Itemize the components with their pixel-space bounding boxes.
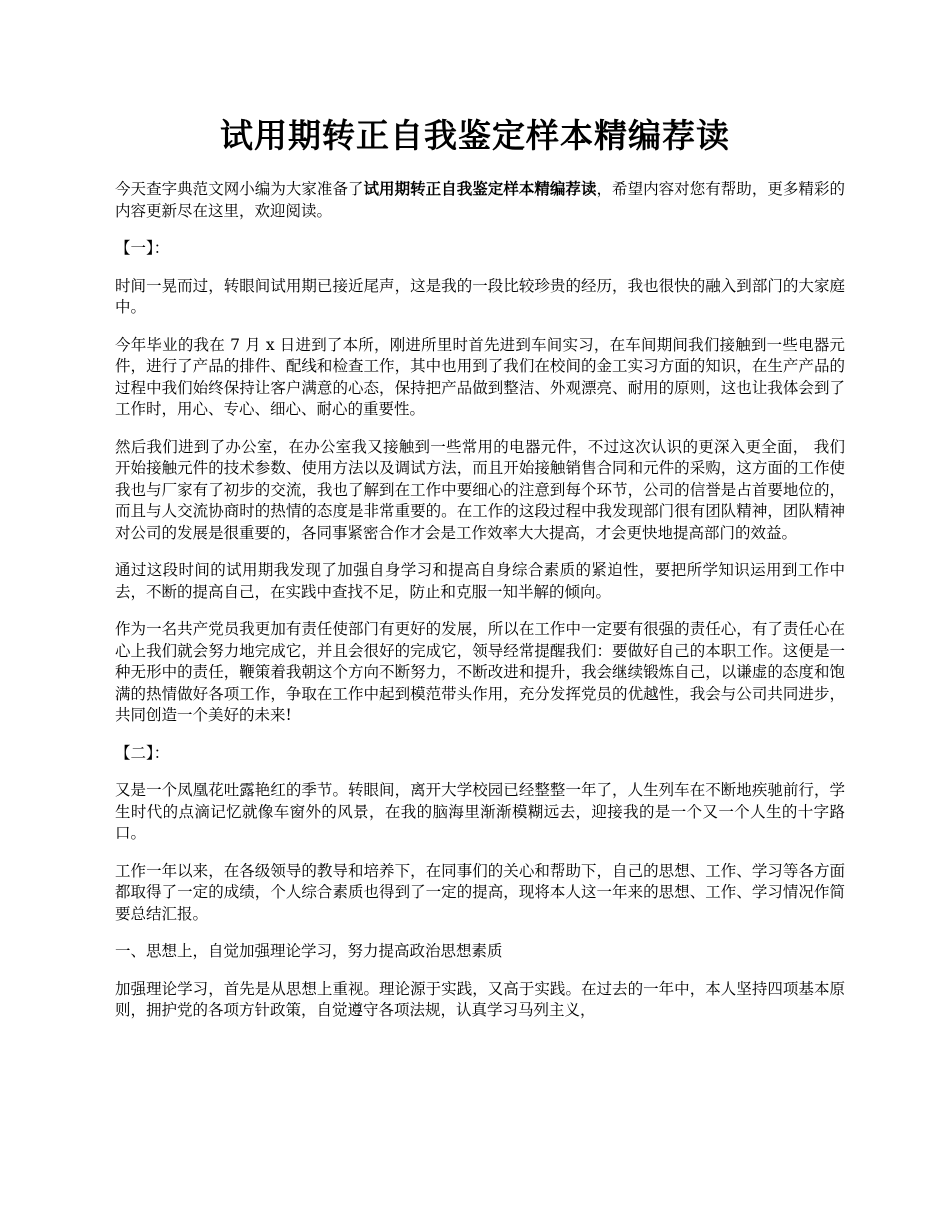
- intro-paragraph: [115, 178, 845, 222]
- document-title: 试用期转正自我鉴定样本精编荐读: [220, 116, 730, 155]
- intro-text-after: ，希望内容对您有帮助，更多精彩的内容更新尽在这里，欢迎阅读。: [115, 180, 845, 220]
- section-2-paragraph-2: 工作一年以来，在各级领导的教导和培养下，在同事们的关心和帮助下，自己的思想、工作、学习等各方面都取得了一定的成绩，个人综合素质也得到了一定的提高，现将本人这一年来的思想、工作、学习情况作简要总结汇报。: [115, 861, 845, 923]
- document-body: [115, 178, 845, 1038]
- section-1-paragraph-2: 今年毕业的我在 7 月 x 日进到了本所，刚进所里时首先进到车间实习，在车间期间我们接触到一些电器元件，进行了产品的排件、配线和检查工作，其中也用到了我们在校间的金工实习方面的知识，在生产产品的过程中我们始终保持让客户满意的心态，保持把产品做到整洁、外观漂亮、耐用的原则，这也让我体会到了工作时，用心、专心、细心、耐心的重要性。: [115, 335, 845, 418]
- section-1-paragraph-3: 然后我们进到了办公室，在办公室我又接触到一些常用的电器元件，不过这次认识的更深入更全面， 我们开始接触元件的技术参数、使用方法以及调试方法，而且开始接触销售合同和元件的采购，这方面的工作使我也与厂家有了初步的交流，我也了解到在工作中要细心的注意到每个环节，公司的信誉是占首要地位的，而且与人交流协商时的热情的态度是非常重要的。在工作的这段过程中我发现部门很有团队精神，团队精神对公司的发展是很重要的，各同事紧密合作才会是工作效率大大提高，才会更快地提高部门的效益。: [115, 437, 845, 542]
- intro-bold-title: 试用期转正自我鉴定样本精编荐读: [363, 179, 597, 198]
- section-2-subheading: 一、思想上，自觉加强理论学习，努力提高政治思想素质: [115, 942, 503, 960]
- section-1-paragraph-4: 通过这段时间的试用期我发现了加强自身学习和提高自身综合素质的紧迫性，要把所学知识运用到工作中去，不断的提高自己，在实践中查找不足，防止和克服一知半解的倾向。: [115, 561, 845, 601]
- section-2-heading: 【二】：: [115, 743, 170, 762]
- section-2-paragraph-3: 加强理论学习，首先是从思想上重视。理论源于实践，又高于实践。在过去的一年中，本人坚持四项基本原则，拥护党的各项方针政策，自觉遵守各项法规，认真学习马列主义，: [115, 979, 845, 1019]
- section-2-paragraph-1: 又是一个凤凰花吐露艳红的季节。转眼间，离开大学校园已经整整一年了，人生列车在不断地疾驰前行，学生时代的点滴记忆就像车窗外的风景，在我的脑海里渐渐模糊远去，迎接我的是一个又一个人生的十字路口。: [115, 781, 845, 842]
- section-1-paragraph-5: 作为一名共产党员我更加有责任使部门有更好的发展，所以在工作中一定要有很强的责任心，有了责任心在心上我们就会努力地完成它，并且会很好的完成它，领导经常提醒我们：要做好自己的本职工作。这便是一种无形中的责任，鞭策着我朝这个方向不断努力，不断改进和提升，我会继续锻炼自己，以谦虚的态度和饱满的热情做好各项工作，争取在工作中起到模范带头作用，充分发挥党员的优越性，我会与公司共同进步，共同创造一个美好的未来!: [115, 620, 845, 724]
- intro-text-before: 今天查字典范文网小编为大家准备了: [115, 180, 364, 198]
- section-1-paragraph-1: 时间一晃而过，转眼间试用期已接近尾声，这是我的一段比较珍贵的经历，我也很快的融入到部门的大家庭中。: [115, 276, 845, 316]
- section-1-heading: 【一】：: [115, 239, 170, 257]
